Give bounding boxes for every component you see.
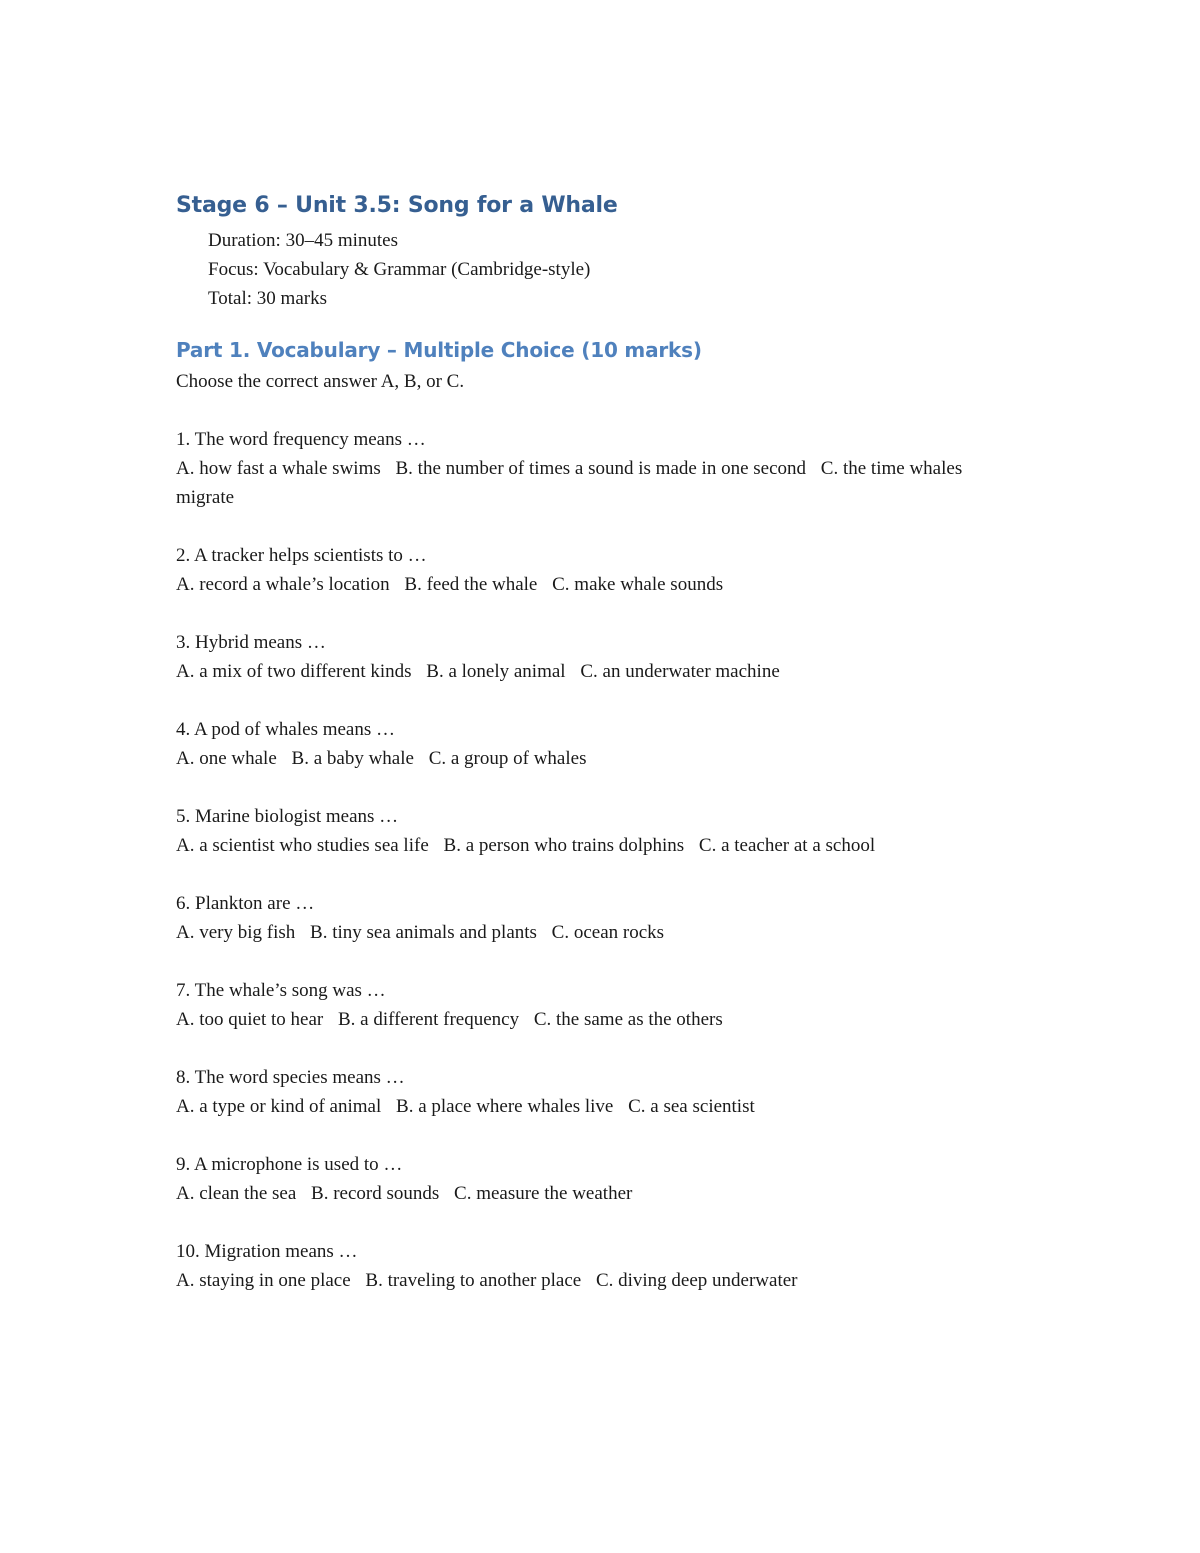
option-a: A. staying in one place	[176, 1270, 351, 1291]
question-options	[176, 657, 1026, 686]
option-b: B. feed the whale	[404, 574, 538, 595]
option-c: C. diving deep underwater	[595, 1270, 798, 1291]
question-options	[176, 454, 1026, 512]
question-item	[176, 802, 1026, 860]
option-a: A. too quiet to hear	[176, 1009, 324, 1030]
option-a: A. how fast a whale swims	[176, 458, 381, 479]
question-text: 8. The word species means …	[176, 1067, 405, 1088]
option-a: A. clean the sea	[176, 1183, 297, 1204]
option-c: C. measure the weather	[454, 1183, 633, 1204]
question-item	[176, 715, 1026, 773]
option-c: C. an underwater machine	[580, 661, 780, 682]
option-b: B. record sounds	[311, 1183, 440, 1204]
question-item	[176, 1237, 1026, 1295]
question-text: 6. Plankton are …	[176, 893, 315, 914]
option-c: C. a group of whales	[428, 748, 587, 769]
question-options	[176, 1092, 1026, 1121]
question-item	[176, 889, 1026, 947]
question-text: 3. Hybrid means …	[176, 632, 326, 653]
option-b: B. a place where whales live	[396, 1096, 614, 1117]
option-a: A. a type or kind of animal	[176, 1096, 382, 1117]
question-list	[176, 425, 1026, 1295]
option-b: B. the number of times a sound is made in one second	[395, 458, 807, 479]
question-item	[176, 976, 1026, 1034]
option-c: C. a teacher at a school	[698, 835, 876, 856]
question-text: 9. A microphone is used to …	[176, 1154, 403, 1175]
option-a: A. record a whale’s location	[176, 574, 390, 595]
option-c: C. the time whales migrate	[176, 458, 963, 508]
question-item	[176, 628, 1026, 686]
focus-line: Focus: Vocabulary & Grammar (Cambridge-style)	[208, 259, 591, 280]
question-item	[176, 425, 1026, 512]
part1-title: Part 1. Vocabulary – Multiple Choice (10 marks)	[176, 338, 702, 362]
option-c: C. make whale sounds	[552, 574, 724, 595]
question-text: 5. Marine biologist means …	[176, 806, 399, 827]
document-title: Stage 6 – Unit 3.5: Song for a Whale	[176, 193, 618, 218]
option-b: B. traveling to another place	[365, 1270, 582, 1291]
option-c: C. the same as the others	[533, 1009, 723, 1030]
option-b: B. tiny sea animals and plants	[310, 922, 537, 943]
option-a: A. very big fish	[176, 922, 296, 943]
question-item	[176, 541, 1026, 599]
question-item	[176, 1063, 1026, 1121]
option-a: A. a mix of two different kinds	[176, 661, 412, 682]
option-a: A. a scientist who studies sea life	[176, 835, 429, 856]
question-text: 2. A tracker helps scientists to …	[176, 545, 427, 566]
part1-instructions: Choose the correct answer A, B, or C.	[176, 371, 465, 392]
total-line: Total: 30 marks	[208, 288, 327, 309]
option-b: B. a different frequency	[337, 1009, 520, 1030]
question-text: 7. The whale’s song was …	[176, 980, 386, 1001]
question-text: 4. A pod of whales means …	[176, 719, 396, 740]
question-text: 1. The word frequency means …	[176, 429, 426, 450]
question-options	[176, 918, 1026, 947]
question-options	[176, 744, 1026, 773]
document-page	[176, 190, 1026, 1324]
question-options	[176, 1179, 1026, 1208]
option-b: B. a person who trains dolphins	[443, 835, 685, 856]
duration-line: Duration: 30–45 minutes	[208, 230, 398, 251]
question-text: 10. Migration means …	[176, 1241, 358, 1262]
question-options	[176, 1005, 1026, 1034]
question-options	[176, 570, 1026, 599]
option-b: B. a lonely animal	[426, 661, 566, 682]
question-item	[176, 1150, 1026, 1208]
question-options	[176, 1266, 1026, 1295]
option-a: A. one whale	[176, 748, 277, 769]
option-b: B. a baby whale	[291, 748, 414, 769]
option-c: C. a sea scientist	[628, 1096, 755, 1117]
option-c: C. ocean rocks	[551, 922, 665, 943]
question-options	[176, 831, 1026, 860]
